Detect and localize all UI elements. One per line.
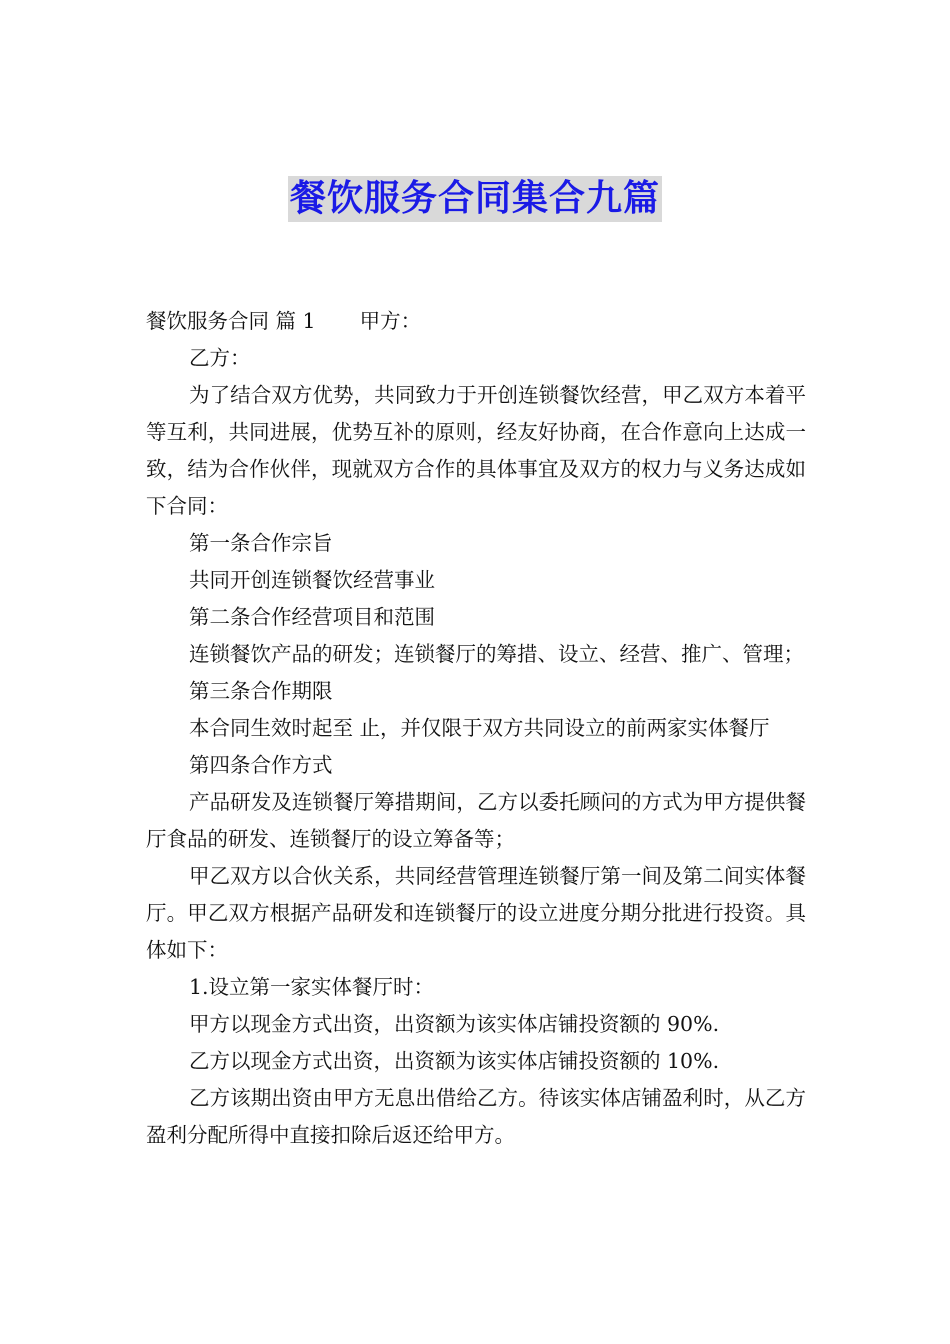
part-heading: 餐饮服务合同 篇 1 bbox=[146, 309, 316, 333]
document-body bbox=[146, 303, 806, 1154]
paragraph: 乙方： bbox=[189, 346, 251, 370]
paragraph: 甲乙双方以合伙关系，共同经营管理连锁餐厅第一间及第二间实体餐厅。甲乙双方根据产品研发和连锁餐厅的设立进度分期分批进行投资。具体如下： bbox=[146, 864, 806, 962]
paragraph: 为了结合双方优势，共同致力于开创连锁餐饮经营，甲乙双方本着平等互利，共同进展，优势互补的原则，经友好协商，在合作意向上达成一致，结为合作伙伴，现就双方合作的具体事宜及双方的权力与义务达成如下合同： bbox=[146, 383, 806, 518]
paragraph: 连锁餐饮产品的研发；连锁餐厅的筹措、设立、经营、推广、管理； bbox=[189, 642, 804, 666]
paragraph: 产品研发及连锁餐厅筹措期间，乙方以委托顾问的方式为甲方提供餐厅食品的研发、连锁餐厅的设立筹备等； bbox=[146, 790, 806, 851]
document-title: 餐饮服务合同集合九篇 bbox=[288, 176, 662, 222]
paragraph: 乙方该期出资由甲方无息出借给乙方。待该实体店铺盈利时，从乙方盈利分配所得中直接扣除后返还给甲方。 bbox=[146, 1086, 806, 1147]
section-heading: 第一条合作宗旨 bbox=[189, 531, 333, 555]
paragraph: 甲方以现金方式出资，出资额为该实体店铺投资额的 90%. bbox=[189, 1012, 720, 1036]
title-container bbox=[0, 176, 950, 222]
heading-line bbox=[146, 303, 806, 340]
paragraph: 本合同生效时起至 止，并仅限于双方共同设立的前两家实体餐厅 bbox=[189, 716, 770, 740]
section-heading: 第三条合作期限 bbox=[189, 679, 333, 703]
party-a-label: 甲方： bbox=[359, 309, 422, 333]
paragraph: 共同开创连锁餐饮经营事业 bbox=[189, 568, 435, 592]
section-heading: 第四条合作方式 bbox=[189, 753, 333, 777]
section-heading: 第二条合作经营项目和范围 bbox=[189, 605, 435, 629]
list-item: 1.设立第一家实体餐厅时： bbox=[189, 975, 435, 999]
paragraph: 乙方以现金方式出资，出资额为该实体店铺投资额的 10%. bbox=[189, 1049, 720, 1073]
spacer bbox=[316, 303, 360, 340]
